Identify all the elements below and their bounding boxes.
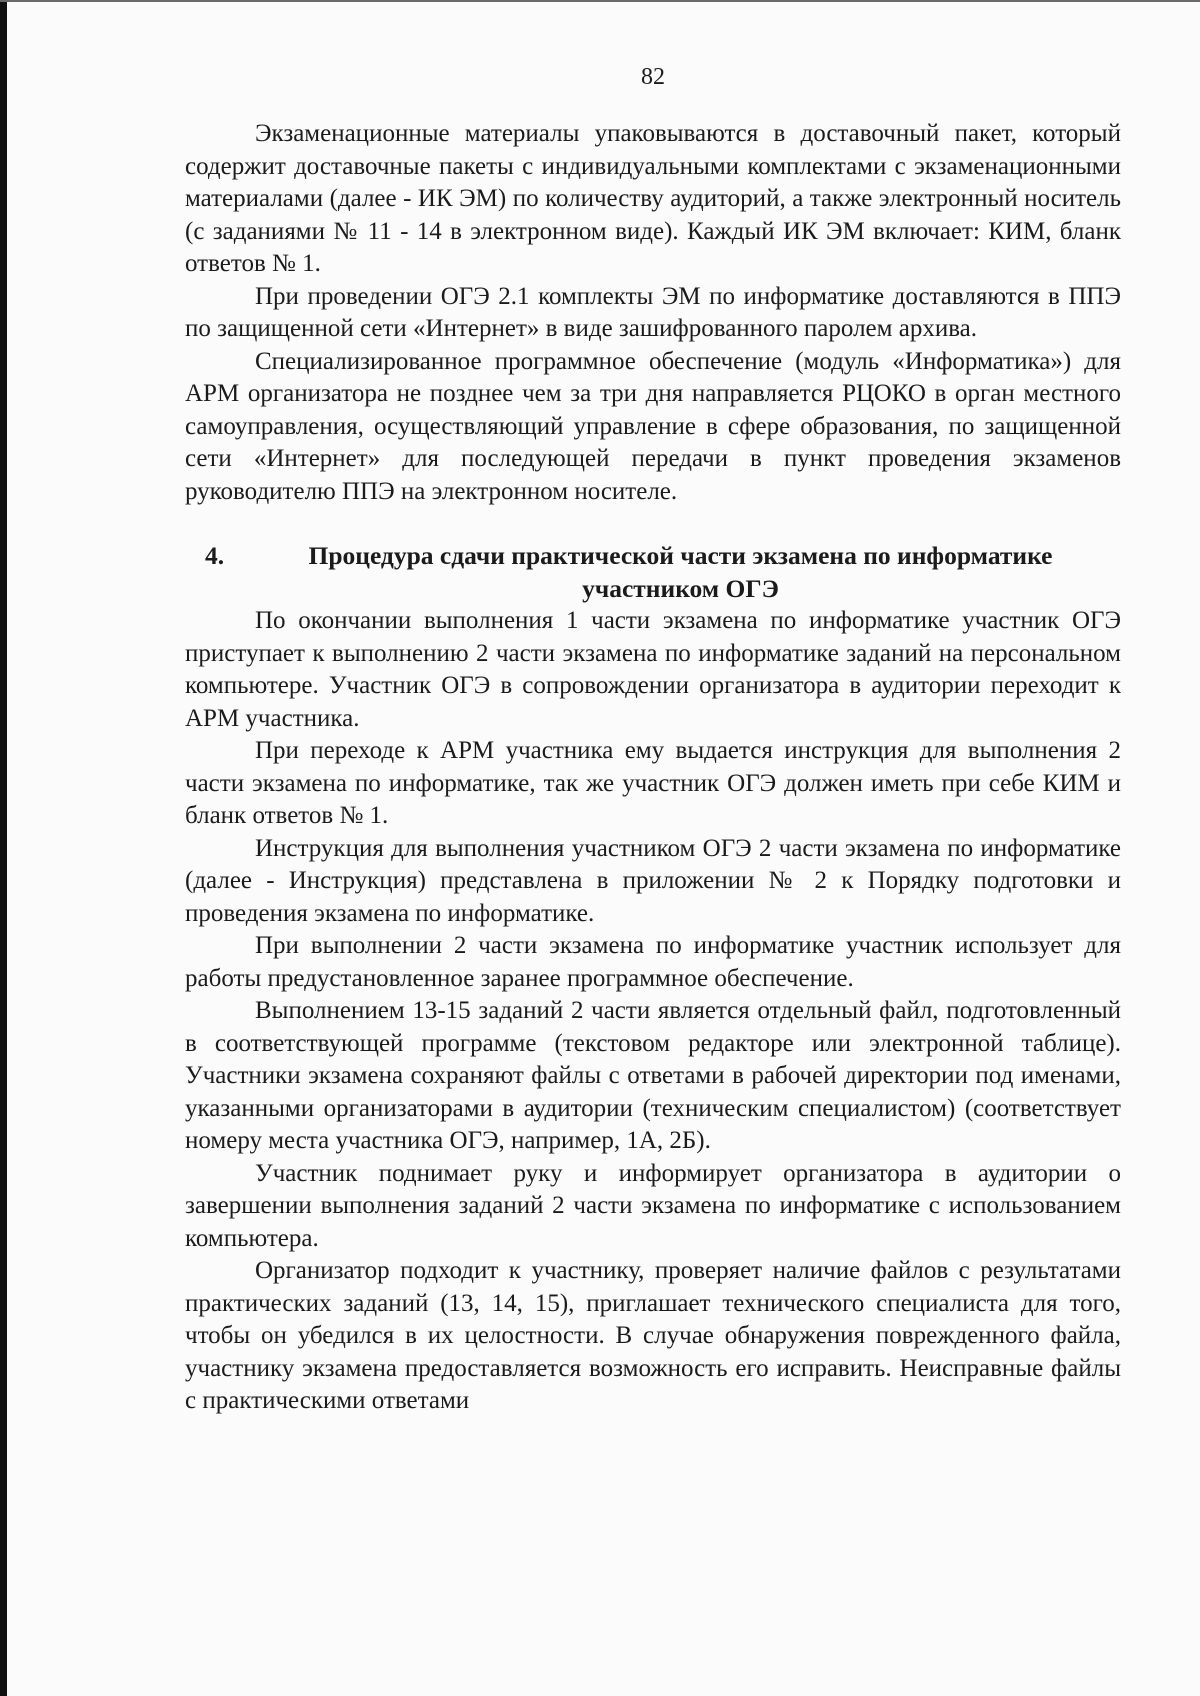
page-number: 82 [641,64,665,90]
section-number: 4. [205,541,225,570]
paragraph-instruction-appendix: Инструкция для выполнения участником ОГЭ 2 части экзамена по информатике (далее - Инструкция) представлена в приложении № 2 к Порядку подготовки и проведения экзамена по информатике. [185,834,1121,927]
paragraph-answer-files: Выполнением 13-15 заданий 2 части является отдельный файл, подготовленный в соответствующей программе (текстовом редакторе или электронной таблице). Участники экзамена сохраняют файлы с ответами в рабочей директории под именами, указанными организаторами в аудитории (техническим специалистом) (соответствует номеру места участника ОГЭ, например, 1А, 2Б). [185,997,1121,1154]
scan-top-edge [0,0,1200,2]
paragraph-part-two-start: По окончании выполнения 1 части экзамена по информатике участник ОГЭ приступает к выполнению 2 части экзамена по информатике заданий на персональном компьютере. Участник ОГЭ в сопровождении организатора в аудитории переходит к АРМ участника. [185,607,1121,732]
paragraph-oge-delivery: При проведении ОГЭ 2.1 комплекты ЭМ по информатике доставляются в ППЭ по защищенной сети «Интернет» в виде зашифрованного паролем архива. [185,282,1121,342]
paragraph-organizer-checks: Организатор подходит к участнику, проверяет наличие файлов с результатами практических заданий (13, 14, 15), приглашает технического специалиста для того, чтобы он убедился в их целостности. В случае обнаружения поврежденного файла, участнику экзамена предоставляется возможность его исправить. Неисправные файлы с практическими ответами [185,1257,1121,1414]
paragraph-participant-notifies: Участник поднимает руку и информирует организатора в аудитории о завершении выполнения заданий 2 части экзамена по информатике с использованием компьютера. [185,1159,1121,1252]
section-heading [185,540,1121,605]
paragraph-preinstalled-software: При выполнении 2 части экзамена по информатике участник использует для работы предустановленное заранее программное обеспечение. [185,932,1121,992]
paragraph-exam-materials-package: Экзаменационные материалы упаковываются в доставочный пакет, который содержит доставочные пакеты с индивидуальными комплектами с экзаменационными материалами (далее - ИК ЭМ) по количеству аудиторий, а также электронный носитель (с заданиями № 11 - 14 в электронном виде). Каждый ИК ЭМ включает: КИМ, бланк ответов № 1. [185,120,1121,277]
section-title: Процедура сдачи практической части экзамена по информатике участником ОГЭ [308,541,1053,603]
paragraph-instruction-issued: При переходе к АРМ участника ему выдается инструкция для выполнения 2 части экзамена по информатике, так же участник ОГЭ должен иметь при себе КИМ и бланк ответов № 1. [185,737,1121,829]
scan-left-edge [0,0,7,1696]
paragraph-special-software: Специализированное программное обеспечение (модуль «Информатика») для АРМ организатора не позднее чем за три дня направляется РЦОКО в орган местного самоуправления, осуществляющий управление в сфере образования, по защищенной сети «Интернет» для последующей передачи в пункт проведения экзаменов руководителю ППЭ на электронном носителе. [185,347,1121,505]
page-content [185,62,1121,1418]
